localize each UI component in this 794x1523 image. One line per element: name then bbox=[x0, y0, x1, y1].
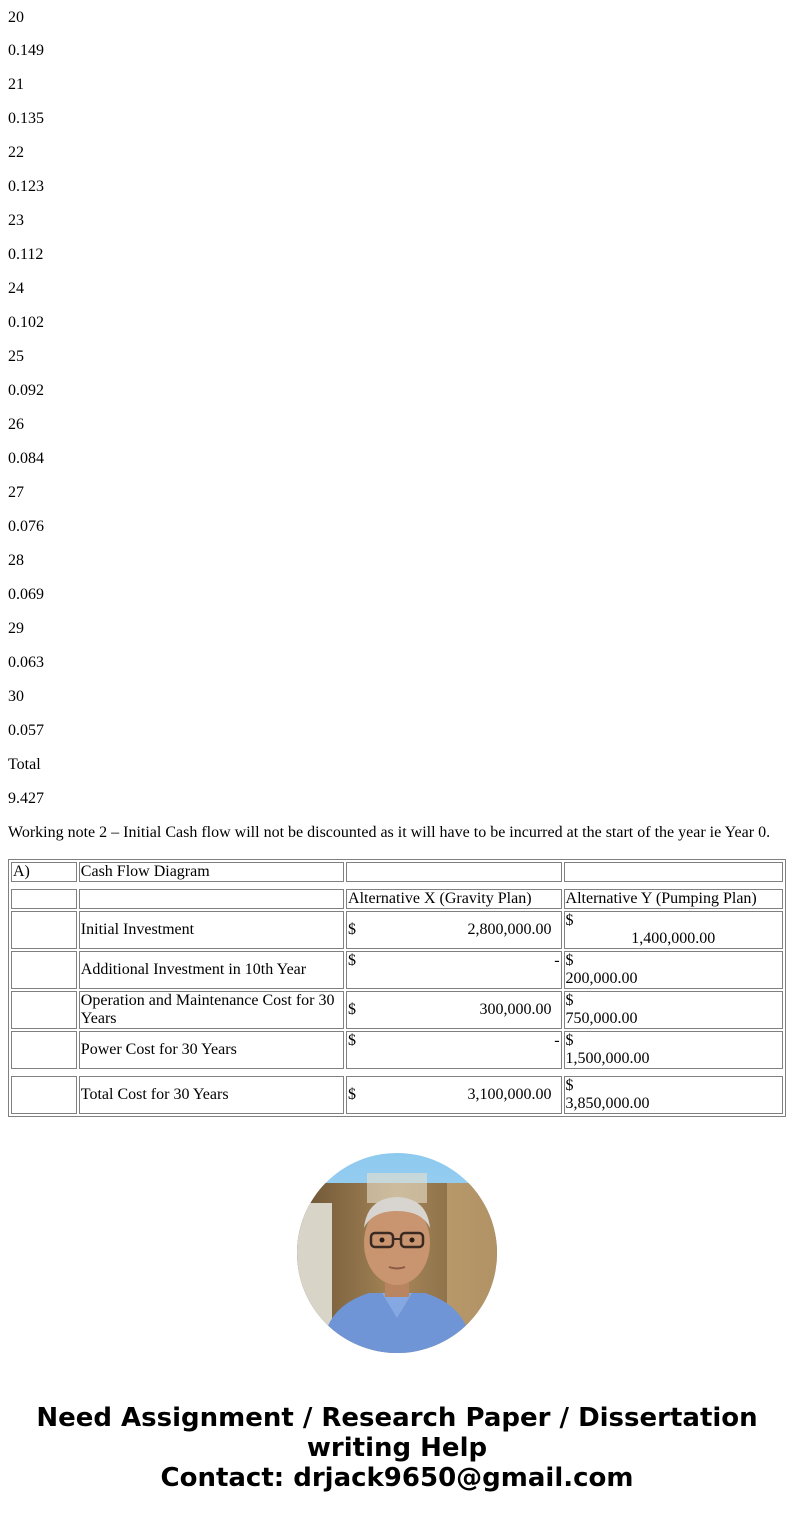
factor-value: 0.063 bbox=[8, 654, 44, 671]
currency-symbol: $ bbox=[565, 992, 574, 1009]
year-label: 24 bbox=[8, 280, 24, 297]
table-header-row bbox=[11, 889, 783, 909]
factor-value: 0.057 bbox=[8, 722, 44, 739]
currency-symbol: $ bbox=[565, 952, 574, 969]
author-photo bbox=[297, 1153, 497, 1353]
factor-value: 0.135 bbox=[8, 110, 44, 127]
empty-cell bbox=[11, 991, 77, 1029]
currency-symbol: $ bbox=[348, 1032, 357, 1049]
table-row bbox=[11, 951, 783, 989]
portrait-image bbox=[297, 1153, 497, 1353]
year-label: 27 bbox=[8, 484, 24, 501]
cash-flow-table bbox=[8, 859, 786, 1117]
value-y bbox=[564, 1076, 783, 1114]
year-label: 28 bbox=[8, 552, 24, 569]
currency-symbol: $ bbox=[348, 1001, 357, 1018]
factor-value: 0.112 bbox=[8, 246, 44, 263]
amount: 1,500,000.00 bbox=[565, 1050, 650, 1067]
column-header-x: Alternative X (Gravity Plan) bbox=[346, 889, 562, 909]
amount: 750,000.00 bbox=[565, 1010, 638, 1027]
table-row bbox=[11, 911, 783, 949]
table-total-row bbox=[11, 1076, 783, 1114]
currency-symbol: $ bbox=[348, 1086, 357, 1103]
empty-cell bbox=[11, 1076, 77, 1114]
row-label: Initial Investment bbox=[79, 911, 344, 949]
row-label: Total Cost for 30 Years bbox=[79, 1076, 344, 1114]
year-label: 23 bbox=[8, 212, 24, 229]
table-row bbox=[11, 991, 783, 1029]
table-row bbox=[11, 862, 783, 882]
promo-line: Need Assignment / Research Paper / Dissertation bbox=[36, 1403, 758, 1433]
row-label: Power Cost for 30 Years bbox=[79, 1031, 344, 1069]
total-value: 9.427 bbox=[8, 790, 44, 807]
amount: 200,000.00 bbox=[565, 970, 638, 987]
promo-line: writing Help bbox=[306, 1433, 488, 1463]
year-label: 25 bbox=[8, 348, 24, 365]
column-header-y: Alternative Y (Pumping Plan) bbox=[564, 889, 783, 909]
promo-banner bbox=[0, 1403, 794, 1493]
table-row bbox=[11, 1031, 783, 1069]
currency-symbol: $ bbox=[565, 1077, 574, 1094]
empty-cell bbox=[11, 889, 77, 909]
currency-symbol: $ bbox=[565, 1032, 574, 1049]
value-x bbox=[346, 911, 562, 949]
promo-contact: Contact: drjack9650@gmail.com bbox=[160, 1463, 634, 1493]
section-label: A) bbox=[11, 862, 77, 882]
value-x bbox=[346, 1031, 562, 1069]
factor-value: 0.084 bbox=[8, 450, 44, 467]
year-label: 20 bbox=[8, 9, 24, 26]
empty-cell bbox=[79, 889, 344, 909]
value-x bbox=[346, 1076, 562, 1114]
currency-symbol: $ bbox=[565, 912, 574, 929]
amount: 2,800,000.00 bbox=[467, 921, 552, 938]
year-label: 26 bbox=[8, 416, 24, 433]
value-y bbox=[564, 991, 783, 1029]
year-label: 22 bbox=[8, 144, 24, 161]
currency-symbol: $ bbox=[348, 952, 357, 969]
value-y bbox=[564, 951, 783, 989]
discount-factor-list bbox=[8, 0, 786, 816]
row-label: Additional Investment in 10th Year bbox=[79, 951, 344, 989]
value-y bbox=[564, 911, 783, 949]
factor-value: 0.102 bbox=[8, 314, 44, 331]
factor-value: 0.123 bbox=[8, 178, 44, 195]
factor-value: 0.069 bbox=[8, 586, 44, 603]
year-label: 21 bbox=[8, 76, 24, 93]
value-x bbox=[346, 951, 562, 989]
amount: - bbox=[554, 952, 560, 969]
year-label: 29 bbox=[8, 620, 24, 637]
table-spacer bbox=[11, 884, 783, 887]
amount: 1,400,000.00 bbox=[631, 930, 716, 947]
amount: - bbox=[554, 1032, 560, 1049]
total-label: Total bbox=[8, 756, 41, 773]
empty-cell bbox=[11, 951, 77, 989]
working-note: Working note 2 – Initial Cash flow will not be discounted as it will have to be incurred at the start of the year ie Year 0. bbox=[8, 824, 771, 841]
empty-cell bbox=[346, 862, 562, 882]
amount: 300,000.00 bbox=[479, 1001, 552, 1018]
empty-cell bbox=[11, 911, 77, 949]
factor-value: 0.076 bbox=[8, 518, 44, 535]
empty-cell bbox=[564, 862, 783, 882]
factor-value: 0.149 bbox=[8, 42, 44, 59]
currency-symbol: $ bbox=[348, 921, 357, 938]
empty-cell bbox=[11, 1031, 77, 1069]
table-spacer bbox=[11, 1071, 783, 1074]
amount: 3,850,000.00 bbox=[565, 1095, 650, 1112]
value-y bbox=[564, 1031, 783, 1069]
amount: 3,100,000.00 bbox=[467, 1086, 552, 1103]
year-label: 30 bbox=[8, 688, 24, 705]
table-title: Cash Flow Diagram bbox=[79, 862, 344, 882]
value-x bbox=[346, 991, 562, 1029]
row-label: Operation and Maintenance Cost for 30 Years bbox=[79, 991, 344, 1029]
factor-value: 0.092 bbox=[8, 382, 44, 399]
